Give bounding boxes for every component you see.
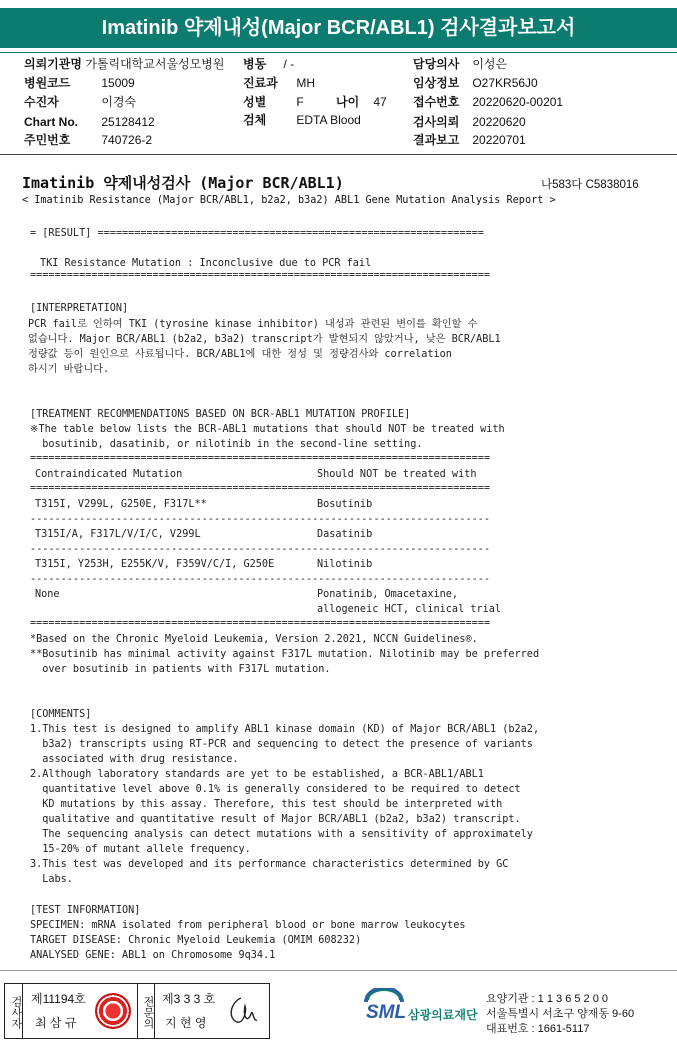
doctor-value: 이성은 <box>472 57 508 71</box>
hospital-code-value: 15009 <box>101 76 135 90</box>
specialist-role: 전문의 <box>137 984 155 1038</box>
sml-org-name: 삼광의료재단 <box>408 1008 478 1022</box>
footnote: **Bosutinib has minimal activity against F317L mutation. Nilotinib may be preferred <box>30 649 540 660</box>
receipt-label: 접수번호 <box>413 95 460 109</box>
patient-row <box>24 93 136 112</box>
hospital-code-row <box>24 74 135 93</box>
clinical-label: 임상정보 <box>413 76 460 90</box>
report-subtitle: < Imatinib Resistance (Major BCR/ABL1, b2a2, b3a2) ABL1 Gene Mutation Analysis Report > <box>22 195 556 206</box>
specimen-row <box>243 111 361 130</box>
table-cell-mutation: None <box>35 589 60 600</box>
result-rule: =========================================================================== <box>30 270 491 281</box>
treatment-line: ※The table below lists the BCR-ABL1 mutations that should NOT be treated with <box>30 424 505 435</box>
inspector-role: 검사자 <box>5 984 23 1038</box>
inspector-seal <box>95 993 131 1029</box>
rrn-label: 주민번호 <box>24 133 71 147</box>
table-cell-drug-cont: allogeneic HCT, clinical trial <box>317 604 502 615</box>
signature-box <box>4 983 270 1039</box>
report-date-value: 20220701 <box>472 133 526 147</box>
table-rule-single: --------------------------------------------------------------------------- <box>30 514 491 525</box>
specialist-license: 제3 3 3 호 <box>162 992 216 1006</box>
interpretation-line: 하시기 바랍니다. <box>28 364 110 375</box>
dept-value: MH <box>296 76 316 90</box>
table-head-drug: Should NOT be treated with <box>317 469 477 480</box>
age-value: 47 <box>373 95 387 109</box>
specialist-name: 지 현 영 <box>165 1016 207 1030</box>
comment-line: qualitative and quantitative result of Major BCR/ABL1 (b2a2, b3a2) transcript. <box>30 814 521 825</box>
chart-label: Chart No. <box>24 115 78 129</box>
ward-row <box>243 55 294 74</box>
interpretation-line: 정량값 등이 원인으로 사료됩니다. BCR/ABL1에 대한 정성 및 정량검사와 correlation <box>28 349 452 360</box>
table-rule-double: =========================================================================== <box>30 618 491 629</box>
result-header: = [RESULT] =============================================================== <box>30 228 484 239</box>
inspector-license: 제11194호 <box>31 992 86 1006</box>
rrn-row <box>24 131 152 150</box>
interpretation-line: 없습니다. Major BCR/ABL1 (b2a2, b3a2) transcript가 발현되지 않았거나, 낮은 BCR/ABL1 <box>28 334 501 345</box>
doctor-row <box>413 55 507 74</box>
report-date-label: 결과보고 <box>413 133 460 147</box>
table-cell-mutation: T315I, V299L, G250E, F317L** <box>35 499 207 510</box>
table-rule-double: =========================================================================== <box>30 453 491 464</box>
sex-value: F <box>296 95 304 109</box>
request-value: 20220620 <box>472 115 526 129</box>
table-cell-mutation: T315I, Y253H, E255K/V, F359V/C/I, G250E <box>35 559 275 570</box>
treatment-header: [TREATMENT RECOMMENDATIONS BASED ON BCR-ABL1 MUTATION PROFILE] <box>30 409 411 420</box>
receipt-row <box>413 93 563 112</box>
sex-row <box>243 93 304 112</box>
request-row <box>413 113 526 132</box>
patient-label: 수진자 <box>24 95 59 109</box>
test-info-line: ANALYSED GENE: ABL1 on Chromosome 9q34.1 <box>30 950 276 961</box>
dept-label: 진료과 <box>243 76 278 90</box>
comment-line: associated with drug resistance. <box>30 754 239 765</box>
comment-line: 2.Although laboratory standards are yet to be established, a BCR-ABL1/ABL1 <box>30 769 484 780</box>
ward-value: / - <box>283 57 295 71</box>
report-banner-title: Imatinib 약제내성(Major BCR/ABL1) 검사결과보고서 <box>0 8 677 48</box>
comment-line: 3.This test was developed and its performance characteristics determined by GC <box>30 859 509 870</box>
dept-row <box>243 74 315 93</box>
comment-line: quantitative level above 0.1% is generally considered to be required to detect <box>30 784 521 795</box>
table-rule-single: --------------------------------------------------------------------------- <box>30 544 491 555</box>
report-date-row <box>413 131 526 150</box>
sex-label: 성별 <box>243 95 267 109</box>
rrn-value: 740726-2 <box>101 133 153 147</box>
interpretation-header: [INTERPRETATION] <box>30 303 129 314</box>
treatment-line: bosutinib, dasatinib, or nilotinib in the second-line setting. <box>30 439 423 450</box>
footnote: over bosutinib in patients with F317L mutation. <box>30 664 331 675</box>
institution-label: 의뢰기관명 <box>24 57 82 71</box>
header-divider <box>0 154 677 155</box>
test-info-line: TARGET DISEASE: Chronic Myeloid Leukemia (OMIM 608232) <box>30 935 362 946</box>
institution-code: 요양기관 : 1 1 3 6 5 2 0 0 <box>486 993 609 1005</box>
sml-logo-text: SML <box>366 1002 407 1023</box>
test-info-line: SPECIMEN: mRNA isolated from peripheral blood or bone marrow leukocytes <box>30 920 466 931</box>
report-title: Imatinib 약제내성검사 (Major BCR/ABL1) <box>22 174 344 192</box>
table-cell-drug: Bosutinib <box>317 499 373 510</box>
comment-line: 1.This test is designed to amplify ABL1 kinase domain (KD) of Major BCR/ABL1 (b2a2, <box>30 724 540 735</box>
specimen-value: EDTA Blood <box>296 113 361 127</box>
age-row <box>336 93 387 112</box>
footer-divider <box>0 970 677 971</box>
banner-divider <box>0 52 677 53</box>
result-text: TKI Resistance Mutation : Inconclusive due to PCR fail <box>40 258 372 269</box>
comment-line: KD mutations by this assay. Therefore, this test should be interpreted with <box>30 799 503 810</box>
doctor-label: 담당의사 <box>413 57 460 71</box>
hospital-code-label: 병원코드 <box>24 76 71 90</box>
ward-label: 병동 <box>243 57 267 71</box>
patient-value: 이경숙 <box>101 95 137 109</box>
request-label: 검사의뢰 <box>413 115 460 129</box>
comment-line: The sequencing analysis can detect mutations with a sensitivity of approximately <box>30 829 533 840</box>
inspector-name: 최 삼 규 <box>35 1016 77 1030</box>
institution-value: 가톨릭대학교서울성모병원 <box>85 57 225 71</box>
table-rule-single: --------------------------------------------------------------------------- <box>30 574 491 585</box>
chart-row <box>24 113 155 132</box>
table-rule-double: =========================================================================== <box>30 483 491 494</box>
chart-value: 25128412 <box>101 115 155 129</box>
signature-icon <box>223 992 263 1030</box>
table-cell-mutation: T315I/A, F317L/V/I/C, V299L <box>35 529 201 540</box>
comment-line: Labs. <box>30 874 73 885</box>
specimen-label: 검체 <box>243 113 267 127</box>
age-label: 나이 <box>336 95 360 109</box>
comments-header: [COMMENTS] <box>30 709 92 720</box>
address: 서울특별시 서초구 양재동 9-60 <box>486 1008 635 1020</box>
clinical-value: O27KR56J0 <box>472 76 538 90</box>
receipt-value: 20220620-00201 <box>472 95 564 109</box>
table-cell-drug: Nilotinib <box>317 559 373 570</box>
comment-line: b3a2) transcripts using RT-PCR and sequencing to detect the presence of variants <box>30 739 533 750</box>
report-id: 나583다 C5838016 <box>541 179 639 191</box>
test-info-header: [TEST INFORMATION] <box>30 905 141 916</box>
phone: 대표번호 : 1661-5117 <box>486 1023 590 1035</box>
table-head-mutation: Contraindicated Mutation <box>35 469 183 480</box>
table-cell-drug: Ponatinib, Omacetaxine, <box>317 589 459 600</box>
institution-row <box>24 55 224 74</box>
table-cell-drug: Dasatinib <box>317 529 373 540</box>
footnote: *Based on the Chronic Myeloid Leukemia, Version 2.2021, NCCN Guidelines®. <box>30 634 478 645</box>
clinical-row <box>413 74 538 93</box>
comment-line: 15-20% of mutant allele frequency. <box>30 844 251 855</box>
interpretation-line: PCR fail로 인하여 TKI (tyrosine kinase inhibitor) 내성과 관련된 변이를 확인할 수 <box>28 319 478 330</box>
